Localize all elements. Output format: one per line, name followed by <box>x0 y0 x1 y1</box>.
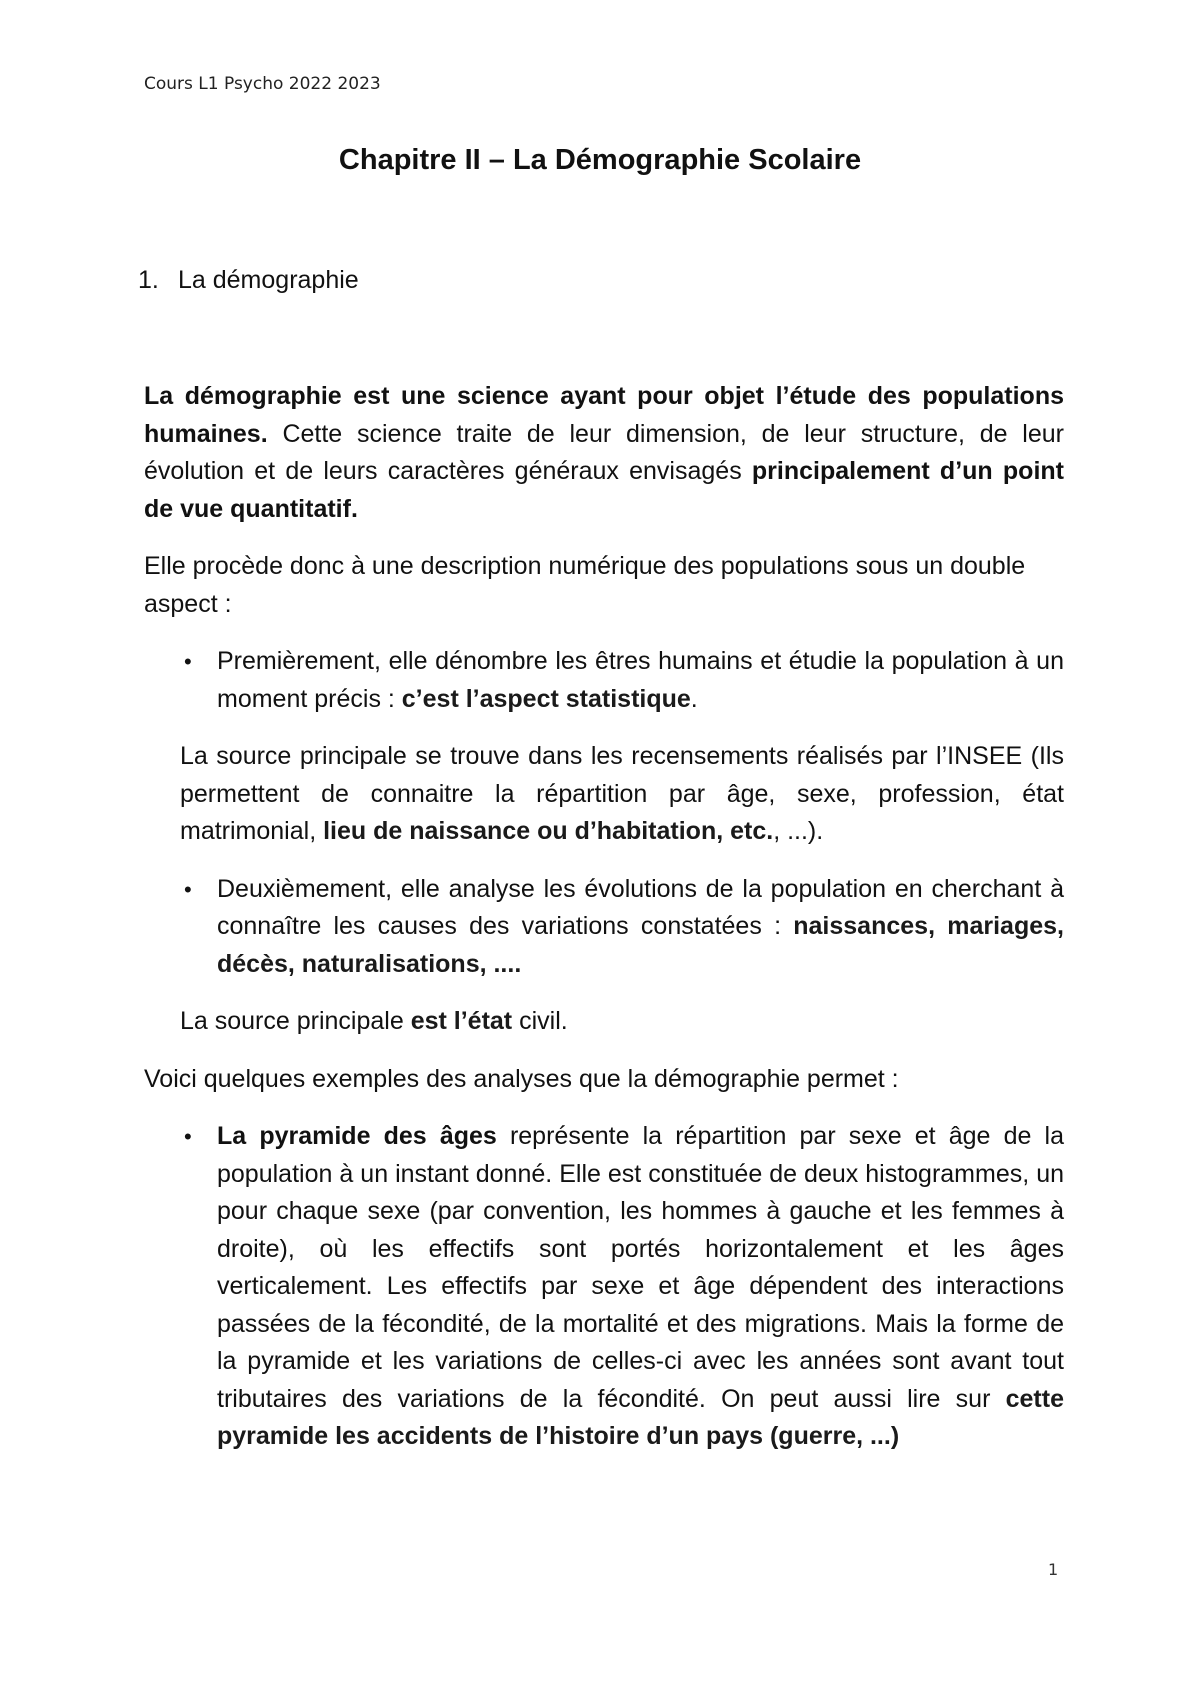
bold-text: cette pyramide les accidents de l’histoire d’un pays (guerre, ...) <box>217 1384 1064 1450</box>
text: civil. <box>512 1007 568 1035</box>
bullet-icon: • <box>184 1124 192 1149</box>
page-number: 1 <box>1048 1560 1059 1579</box>
chapter-title: Chapitre II – La Démographie Scolaire <box>338 144 862 176</box>
bold-text: principalement d’un point de vue quantitatif. <box>144 457 1064 523</box>
text: La source principale se trouve dans les recensements réalisés par l’INSEE (Ils permettent de connaitre la répartition par âge, sexe, profession, état matrimonial, <box>180 742 1064 845</box>
paragraph-definition <box>144 378 1064 528</box>
paragraph-exemples: Voici quelques exemples des analyses que la démographie permet : <box>144 1064 899 1093</box>
bold-text: est l’état <box>410 1007 513 1035</box>
paragraph-source-insee <box>144 738 1064 851</box>
paragraph-double-aspect: Elle procède donc à une description numérique des populations sous un double aspect : <box>144 552 1026 618</box>
text: représente la répartition par sexe et âge de la population à un instant donné. Elle est constituée de deux histogrammes, un pour chaque sexe (par convention, les hommes à gauche et les femmes à droite), où les effectifs sont portés horizontalement et les âges verticalement. Les effectifs par sexe et âge dépendent des interactions passées de la fécondité, de la mortalité et des migrations. Mais la forme de la pyramide et les variations de celles-ci avec les années sont avant tout tributaires des variations de la fécondité. On peut aussi lire sur <box>217 1122 1064 1413</box>
bullet-item-evolutions <box>144 871 1064 984</box>
bullet-item-pyramide <box>144 1118 1064 1456</box>
text: Cette science traite de leur dimension, de leur structure, de leur évolution et de leurs caractères généraux envisagés <box>144 419 1064 485</box>
bold-text: La pyramide des âges <box>217 1122 497 1150</box>
paragraph-source-etat-civil <box>144 1003 1064 1041</box>
text: La source principale <box>180 1007 411 1035</box>
bold-text: lieu de naissance ou d’habitation, etc. <box>323 817 774 845</box>
text: Premièrement, elle dénombre les êtres humains et étudie la population à un moment précis : <box>217 647 1064 713</box>
bullet-icon: • <box>184 649 192 674</box>
section-label: La démographie <box>178 266 359 294</box>
text: Deuxièmement, elle analyse les évolutions de la population en cherchant à connaître les causes des variations constatées : <box>217 874 1064 940</box>
bullet-item-statistique <box>144 643 1064 718</box>
section-heading <box>138 266 359 295</box>
body-text <box>144 378 1064 1476</box>
bold-text: La démographie est une science ayant pour objet l’étude des populations humaines. <box>144 382 1064 448</box>
text: . <box>690 684 698 713</box>
text: , ...). <box>773 817 824 845</box>
running-header: Cours L1 Psycho 2022 2023 <box>144 74 381 94</box>
bold-text: c’est l’aspect statistique <box>401 684 691 713</box>
bullet-icon: • <box>184 876 192 902</box>
section-number: 1. <box>138 266 159 294</box>
bold-text: naissances, mariages, décès, naturalisations, .... <box>217 912 1064 978</box>
